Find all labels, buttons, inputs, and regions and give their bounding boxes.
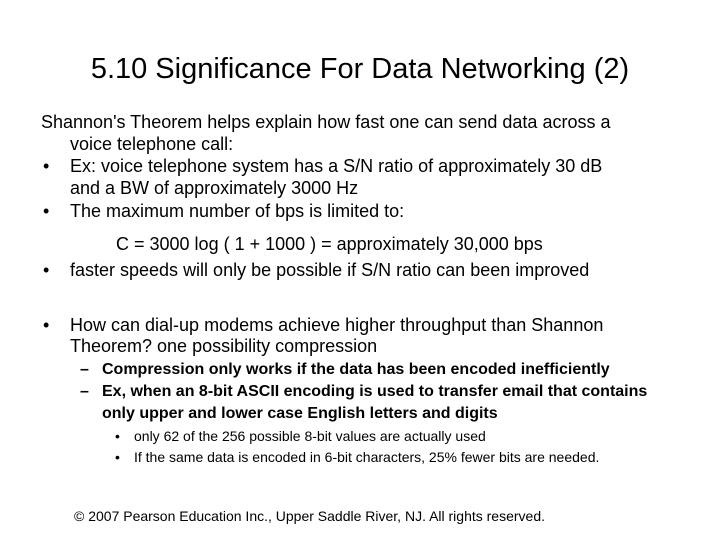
intro-line-1: Shannon's Theorem helps explain how fast one can send data across a (41, 112, 611, 132)
bullet-marker: • (43, 156, 50, 176)
dash-marker: – (80, 383, 89, 400)
sub-bullet-2-line-1: Ex, when an 8-bit ASCII encoding is used to transfer email that contains (102, 383, 648, 400)
dash-marker: – (80, 361, 89, 378)
copyright-footer: © 2007 Pearson Education Inc., Upper Saddle River, NJ. All rights reserved. (74, 508, 546, 524)
bullet-marker: • (115, 428, 120, 444)
bullet-4-line-2: Theorem? one possibility compression (70, 336, 378, 356)
intro-line-2: voice telephone call: (70, 134, 234, 154)
sub-bullet-1-line-1: Compression only works if the data has been encoded inefficiently (102, 361, 610, 378)
slide-title: 5.10 Significance For Data Networking (2) (90, 53, 630, 85)
shannon-formula: C = 3000 log ( 1 + 1000 ) = approximately 30,000 bps (116, 234, 543, 254)
bullet-2-line-1: The maximum number of bps is limited to: (70, 201, 405, 221)
bullet-1-line-1: Ex: voice telephone system has a S/N ratio of approximately 30 dB (70, 156, 603, 176)
sub-sub-bullet-1: only 62 of the 256 possible 8-bit values are actually used (134, 428, 486, 444)
bullet-3-line-1: faster speeds will only be possible if S/N ratio can been improved (70, 260, 590, 280)
bullet-marker: • (43, 201, 50, 221)
bullet-4-line-1: How can dial-up modems achieve higher throughput than Shannon (70, 315, 604, 335)
bullet-marker: • (43, 260, 50, 280)
sub-bullet-2-line-2: only upper and lower case English letters and digits (102, 405, 498, 422)
sub-sub-bullet-2: If the same data is encoded in 6-bit characters, 25% fewer bits are needed. (134, 449, 600, 465)
bullet-marker: • (43, 315, 50, 335)
bullet-marker: • (115, 449, 120, 465)
bullet-1-line-2: and a BW of approximately 3000 Hz (70, 178, 359, 198)
